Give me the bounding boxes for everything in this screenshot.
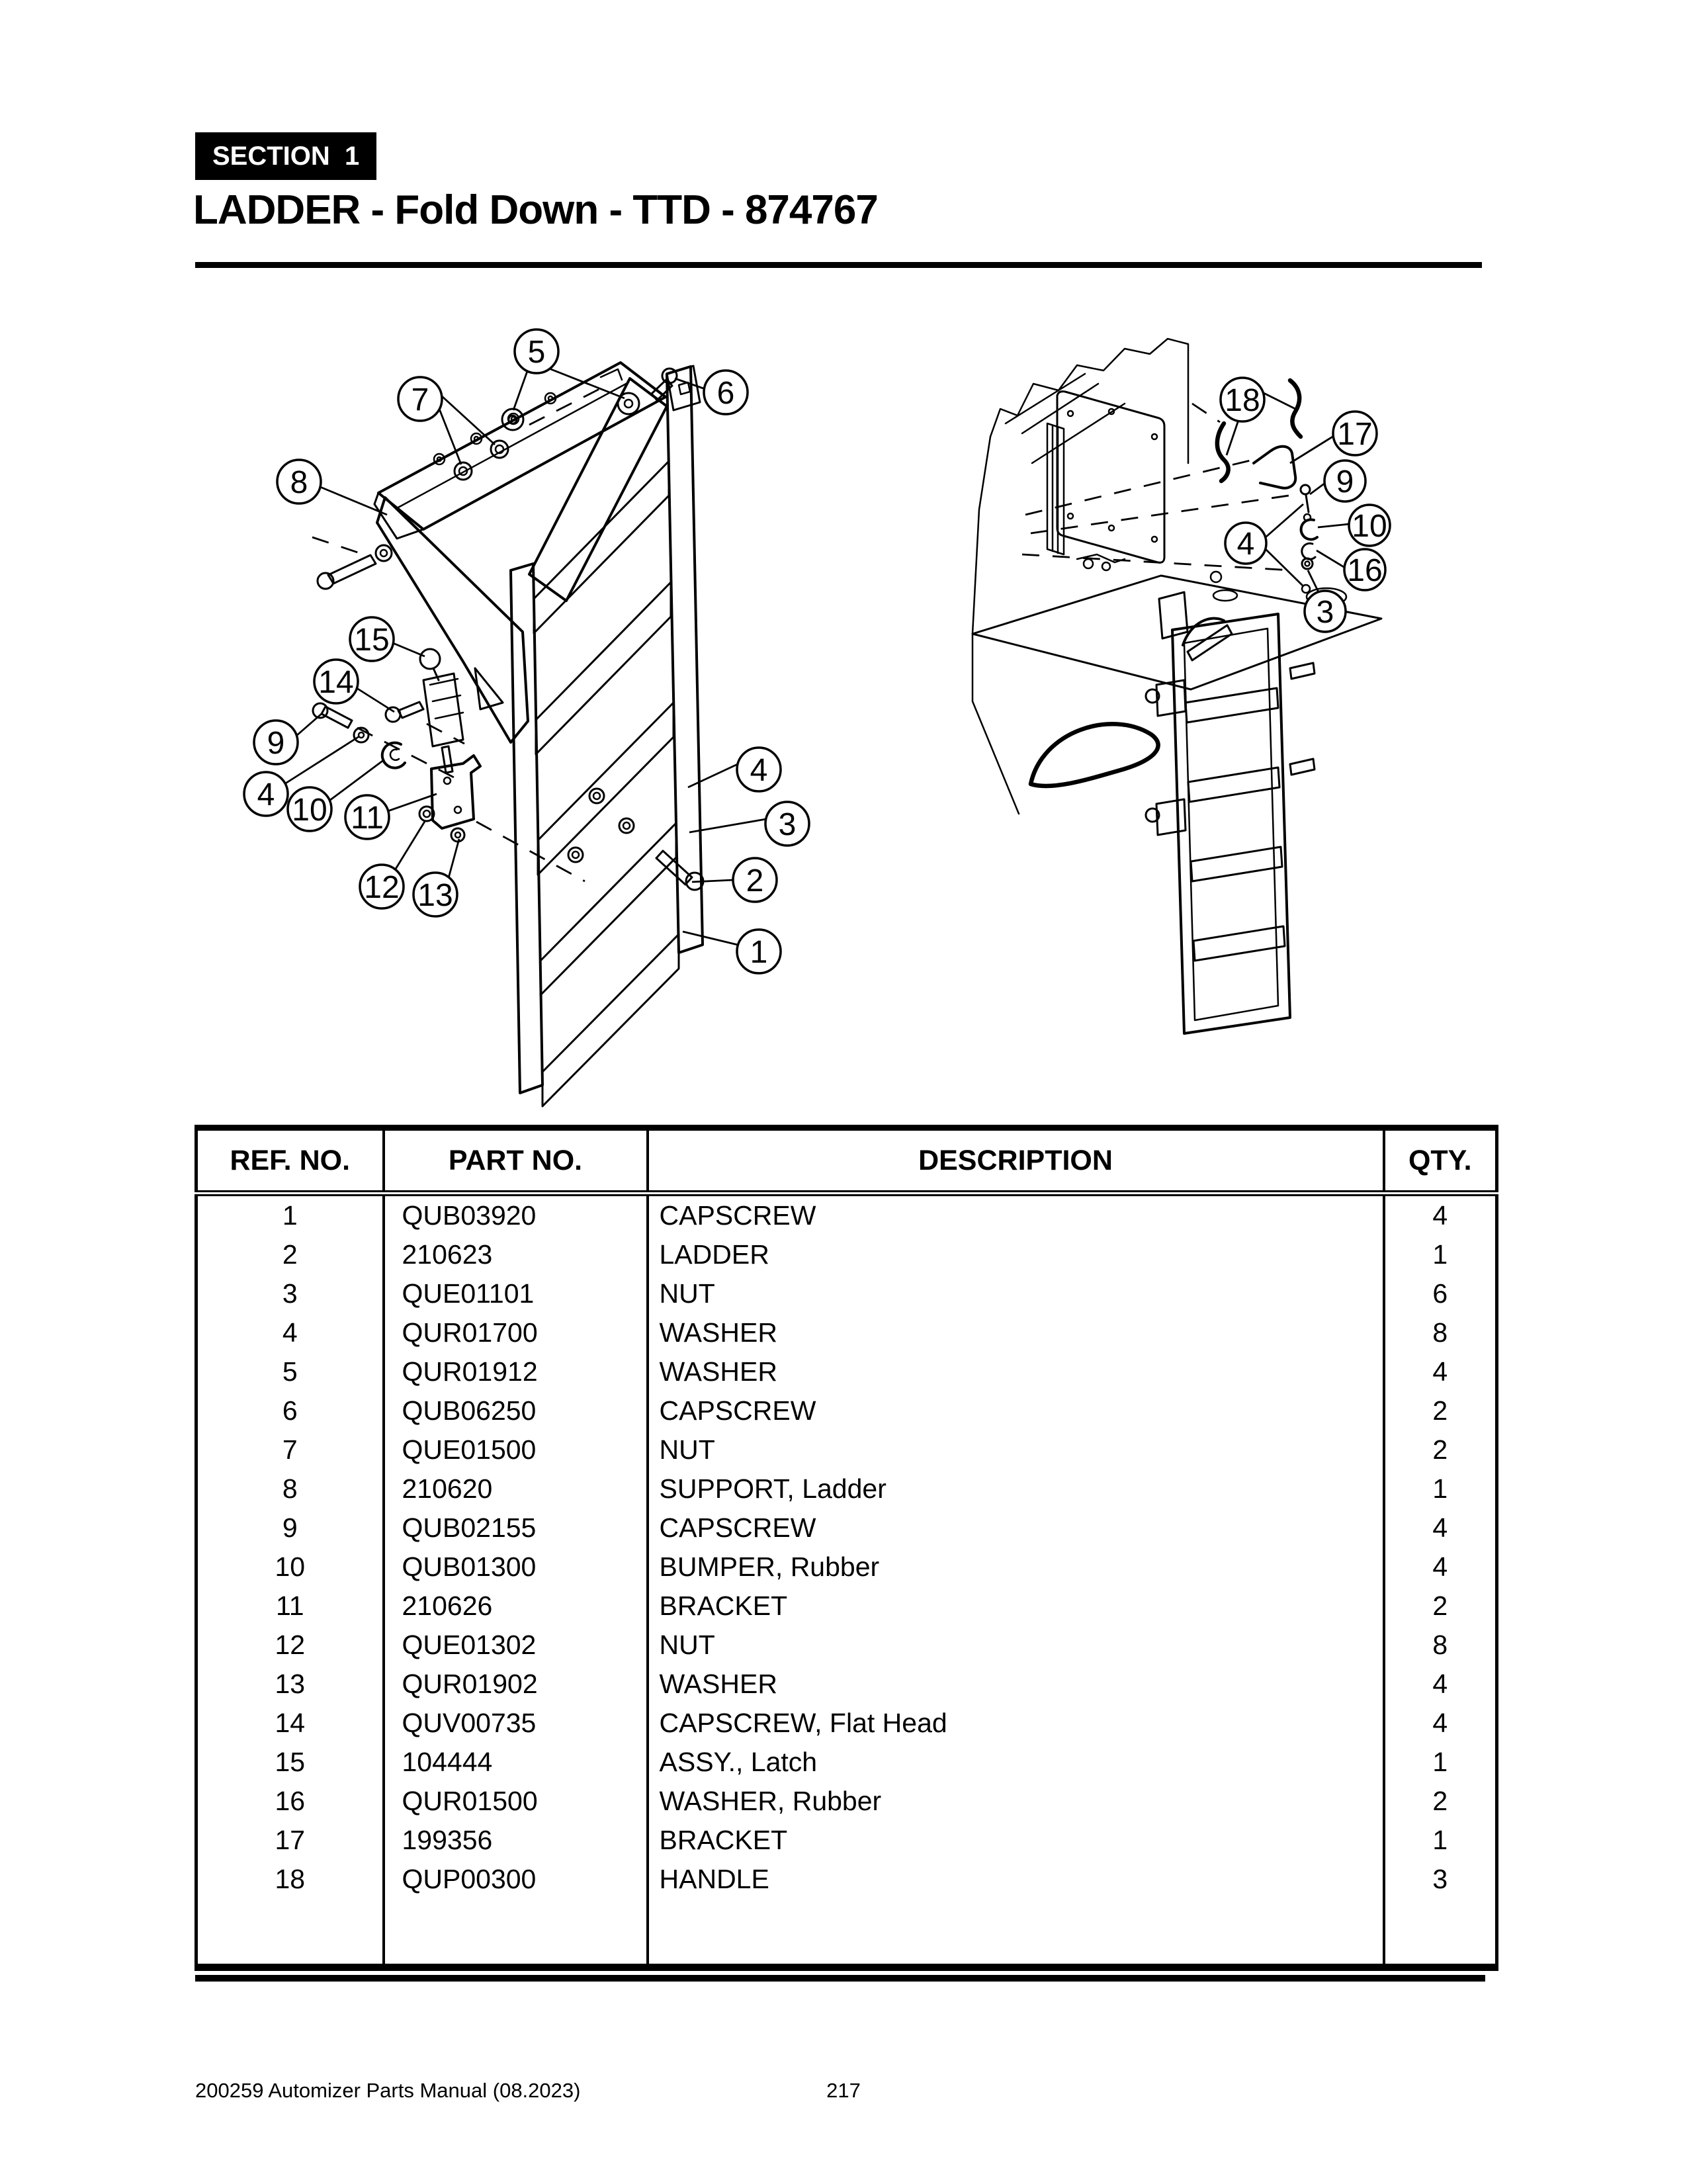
svg-text:8: 8: [290, 465, 308, 500]
cell-qty: 8: [1432, 1630, 1448, 1660]
callout-18: [1221, 378, 1264, 421]
table-row: [196, 1821, 1497, 1860]
callout-16: [1344, 549, 1385, 590]
cell-ref: 5: [196, 1352, 384, 1391]
table-row: [196, 1626, 1497, 1665]
cell-qty: 1: [1432, 1473, 1448, 1504]
section-badge: SECTION 1: [195, 132, 376, 180]
cell-qty: 4: [1432, 1551, 1448, 1582]
svg-text:10: 10: [1352, 509, 1387, 544]
cell-desc: WASHER: [648, 1313, 1384, 1352]
callout-2: [733, 858, 777, 902]
svg-text:4: 4: [257, 777, 275, 812]
svg-text:9: 9: [267, 726, 285, 761]
svg-text:3: 3: [1316, 595, 1334, 630]
cell-qty: 4: [1432, 1708, 1448, 1738]
table-row: [196, 1743, 1497, 1782]
table-row: [196, 1235, 1497, 1274]
callout-3: [765, 802, 809, 846]
callout-14: [314, 660, 358, 703]
table-row: [196, 1313, 1497, 1352]
column-header-ref-no: REF. NO.: [196, 1128, 384, 1194]
cell-part: 199356: [384, 1821, 648, 1860]
callout-4c: [1225, 523, 1266, 564]
callout-4: [244, 772, 288, 816]
cell-part: QUP00300: [384, 1860, 648, 1899]
cell-part: QUR01902: [384, 1665, 648, 1704]
parts-diagram: [185, 284, 1475, 1131]
cell-qty: 1: [1432, 1747, 1448, 1777]
cell-desc: BRACKET: [648, 1587, 1384, 1626]
callout-11: [345, 795, 389, 839]
svg-text:5: 5: [527, 335, 546, 370]
table-row: [196, 1587, 1497, 1626]
cell-qty: 4: [1432, 1356, 1448, 1387]
cell-ref: 14: [196, 1704, 384, 1743]
cell-part: QUB02155: [384, 1508, 648, 1548]
callout-9b: [1324, 460, 1365, 502]
callout-5: [515, 329, 558, 373]
cell-ref: 17: [196, 1821, 384, 1860]
cell-part: QUR01912: [384, 1352, 648, 1391]
svg-text:2: 2: [746, 863, 764, 898]
cell-part: QUR01700: [384, 1313, 648, 1352]
footer-divider: [195, 1975, 1485, 1982]
cell-part: QUB06250: [384, 1391, 648, 1430]
cell-ref: 8: [196, 1469, 384, 1508]
callout-8: [277, 460, 321, 503]
cell-desc: SUPPORT, Ladder: [648, 1469, 1384, 1508]
cell-qty: 4: [1432, 1200, 1448, 1231]
cell-desc: NUT: [648, 1430, 1384, 1469]
cell-ref: 7: [196, 1430, 384, 1469]
cell-part: 210626: [384, 1587, 648, 1626]
cell-ref: 18: [196, 1860, 384, 1899]
cell-desc: ASSY., Latch: [648, 1743, 1384, 1782]
cell-desc: HANDLE: [648, 1860, 1384, 1899]
table-row: [196, 1391, 1497, 1430]
callout-1: [737, 930, 781, 973]
svg-text:1: 1: [750, 935, 768, 970]
cell-part: QUR01500: [384, 1782, 648, 1821]
cell-qty: 1: [1432, 1239, 1448, 1270]
cell-ref: 4: [196, 1313, 384, 1352]
cell-ref: 9: [196, 1508, 384, 1548]
table-row: [196, 1274, 1497, 1313]
cell-qty: 1: [1432, 1825, 1448, 1855]
column-header-part-no: PART NO.: [384, 1128, 648, 1194]
svg-text:4: 4: [1236, 527, 1255, 562]
table-row: [196, 1508, 1497, 1548]
cell-part: QUV00735: [384, 1704, 648, 1743]
table-row: [196, 1665, 1497, 1704]
table-filler-row: [196, 1899, 1497, 1968]
callout-9: [254, 721, 298, 764]
cell-ref: 3: [196, 1274, 384, 1313]
callout-12: [360, 865, 404, 908]
table-header-row: [196, 1128, 1497, 1194]
cell-ref: 11: [196, 1587, 384, 1626]
cell-desc: WASHER: [648, 1665, 1384, 1704]
callout-4b: [737, 748, 781, 791]
svg-text:9: 9: [1336, 464, 1354, 500]
cell-qty: 4: [1432, 1669, 1448, 1699]
callout-3b: [1305, 591, 1346, 632]
svg-text:18: 18: [1225, 383, 1260, 418]
cell-ref: 1: [196, 1194, 384, 1236]
cell-desc: LADDER: [648, 1235, 1384, 1274]
cell-qty: 3: [1432, 1864, 1448, 1894]
svg-text:13: 13: [417, 878, 453, 913]
svg-text:15: 15: [354, 623, 390, 658]
svg-text:6: 6: [716, 376, 735, 411]
table-row: [196, 1430, 1497, 1469]
cell-part: QUB01300: [384, 1548, 648, 1587]
cell-part: QUE01302: [384, 1626, 648, 1665]
cell-desc: CAPSCREW: [648, 1391, 1384, 1430]
cell-part: 210620: [384, 1469, 648, 1508]
cell-qty: 4: [1432, 1512, 1448, 1543]
cell-desc: CAPSCREW, Flat Head: [648, 1704, 1384, 1743]
cell-desc: WASHER, Rubber: [648, 1782, 1384, 1821]
cell-part: QUB03920: [384, 1194, 648, 1236]
cell-part: QUE01101: [384, 1274, 648, 1313]
callout-15: [350, 617, 394, 661]
table-row: [196, 1704, 1497, 1743]
footer-text: 200259 Automizer Parts Manual (08.2023): [195, 2079, 581, 2102]
machine-installed-art: [973, 339, 1381, 1033]
callout-17: [1333, 412, 1377, 455]
title-divider: [195, 262, 1482, 268]
svg-text:10: 10: [292, 793, 327, 828]
callouts-left: [244, 329, 809, 973]
callout-13: [413, 873, 457, 916]
cell-ref: 16: [196, 1782, 384, 1821]
column-header-description: DESCRIPTION: [648, 1128, 1384, 1194]
column-header-qty: QTY.: [1384, 1128, 1497, 1194]
cell-ref: 2: [196, 1235, 384, 1274]
cell-desc: CAPSCREW: [648, 1194, 1384, 1236]
cell-desc: NUT: [648, 1274, 1384, 1313]
table-row: [196, 1352, 1497, 1391]
cell-ref: 12: [196, 1626, 384, 1665]
callout-10b: [1349, 505, 1390, 546]
parts-table: [195, 1125, 1498, 1971]
svg-text:14: 14: [318, 665, 354, 700]
callout-6: [704, 371, 748, 414]
cell-qty: 2: [1432, 1395, 1448, 1426]
page-title: LADDER - Fold Down - TTD - 874767: [193, 187, 878, 233]
cell-desc: CAPSCREW: [648, 1508, 1384, 1548]
cell-qty: 2: [1432, 1786, 1448, 1816]
svg-text:16: 16: [1347, 553, 1383, 588]
svg-text:4: 4: [750, 753, 768, 788]
svg-text:12: 12: [364, 870, 400, 905]
callout-10: [288, 787, 331, 831]
cell-qty: 8: [1432, 1317, 1448, 1348]
cell-ref: 10: [196, 1548, 384, 1587]
cell-qty: 2: [1432, 1591, 1448, 1621]
page-number: 217: [826, 2079, 861, 2102]
cell-ref: 13: [196, 1665, 384, 1704]
table-row: [196, 1194, 1497, 1236]
svg-text:3: 3: [778, 807, 797, 842]
svg-text:17: 17: [1337, 417, 1373, 452]
cell-desc: NUT: [648, 1626, 1384, 1665]
callout-7: [398, 377, 442, 421]
cell-part: 210623: [384, 1235, 648, 1274]
cell-part: 104444: [384, 1743, 648, 1782]
cell-ref: 6: [196, 1391, 384, 1430]
table-row: [196, 1469, 1497, 1508]
table-row: [196, 1548, 1497, 1587]
svg-text:7: 7: [411, 382, 429, 417]
cell-ref: 15: [196, 1743, 384, 1782]
cell-desc: BUMPER, Rubber: [648, 1548, 1384, 1587]
table-row: [196, 1782, 1497, 1821]
cell-desc: WASHER: [648, 1352, 1384, 1391]
cell-part: QUE01500: [384, 1430, 648, 1469]
svg-text:11: 11: [351, 801, 384, 836]
cell-desc: BRACKET: [648, 1821, 1384, 1860]
cell-qty: 2: [1432, 1434, 1448, 1465]
table-row: [196, 1860, 1497, 1899]
callouts-right: [1221, 378, 1390, 632]
cell-qty: 6: [1432, 1278, 1448, 1309]
